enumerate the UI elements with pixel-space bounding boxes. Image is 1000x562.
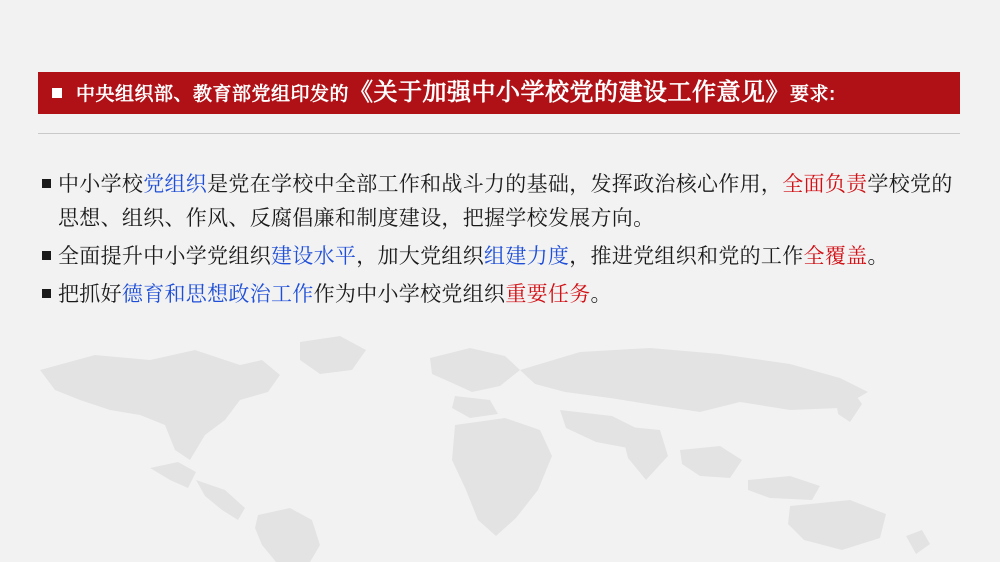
bullet-paragraph [42, 168, 967, 236]
text-run: 作为中小学校党组织 [313, 283, 506, 306]
title-banner [38, 72, 960, 114]
title-document-name: 《关于加强中小学校党的建设工作意见》 [349, 79, 791, 106]
text-run: 学校党的思想、组织、作风、反腐倡廉和制度建设，把握学校发展方向。 [58, 173, 953, 230]
text-run: 是党在学校中全部工作和战斗力的基础，发挥政治核心作用， [207, 173, 783, 196]
bullet-paragraph [42, 240, 967, 274]
square-bullet-icon [42, 179, 51, 188]
text-run: ，推进党组织和党的工作 [569, 245, 804, 268]
text-run-highlight-red: 重要任务 [505, 283, 591, 306]
text-run: 。 [590, 283, 612, 306]
world-map-watermark [0, 330, 1000, 562]
text-run: 中小学校 [58, 173, 144, 196]
title-prefix: 中央组织部、教育部党组印发的 [76, 84, 350, 105]
square-bullet-icon [52, 88, 62, 98]
bullet-paragraph [42, 278, 967, 312]
square-bullet-icon [42, 289, 51, 298]
text-run: 。 [867, 245, 889, 268]
paragraph-text [58, 168, 967, 236]
text-run-highlight-red: 全面负责 [782, 173, 868, 196]
text-run-highlight-blue: 德育和思想政治工作 [121, 283, 314, 306]
paragraph-text [58, 240, 889, 274]
text-run-highlight-blue: 建设水平 [271, 245, 357, 268]
text-run: 把抓好 [58, 283, 122, 306]
text-run: ，加大党组织 [356, 245, 485, 268]
title-suffix: 要求: [790, 84, 836, 105]
text-run: 全面提升中小学党组织 [58, 245, 271, 268]
text-run-highlight-red: 全覆盖 [803, 245, 868, 268]
text-run-highlight-blue: 党组织 [143, 173, 208, 196]
title-text [76, 81, 836, 105]
square-bullet-icon [42, 251, 51, 260]
paragraph-text [58, 278, 612, 312]
text-run-highlight-blue: 组建力度 [484, 245, 570, 268]
body-content [42, 168, 967, 316]
horizontal-divider [38, 133, 960, 134]
